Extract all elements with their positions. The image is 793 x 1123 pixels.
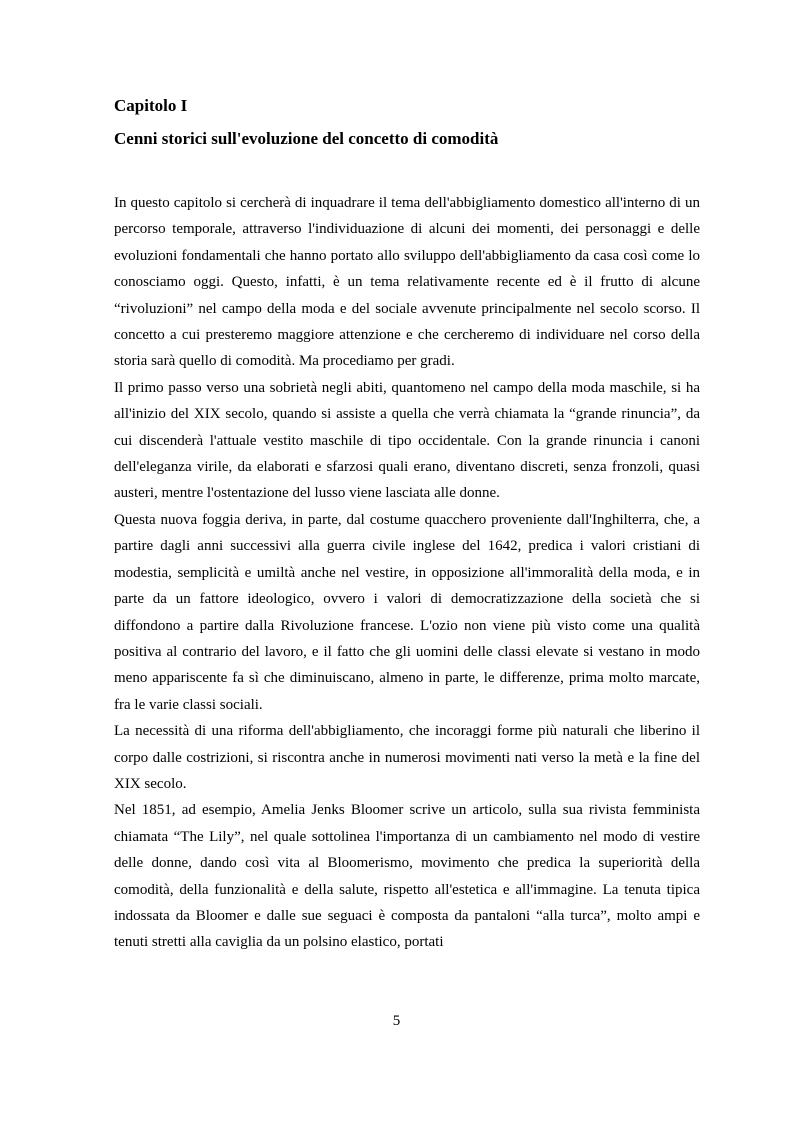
paragraph: Questa nuova foggia deriva, in parte, dal costume quacchero proveniente dall'Inghilterra, che, a partire dagli anni successivi alla guerra civile inglese del 1642, predica i valori cristiani di modestia, semplicità e umiltà anche nel vestire, in opposizione all'immoralità della moda, e in parte da un fattore ideologico, ovvero i valori di democratizzazione della società che si diffondono a partire dalla Rivoluzione francese. L'ozio non viene più visto come una qualità positiva al contrario del lavoro, e il fatto che gli uomini delle classi elevate si vestano in modo meno appariscente fa sì che diminuiscano, almeno in parte, le differenze, prima molto marcate, fra le varie classi sociali.	[114, 511, 700, 713]
body-text	[114, 190, 700, 956]
paragraph: La necessità di una riforma dell'abbigliamento, che incoraggi forme più naturali che liberino il corpo dalle costrizioni, si riscontra anche in numerosi movimenti nati verso la metà e la fine del XIX secolo.	[114, 723, 700, 792]
page-number: 5	[392, 1013, 401, 1029]
paragraph: Nel 1851, ad esempio, Amelia Jenks Bloomer scrive un articolo, sulla sua rivista femminista chiamata “The Lily”, nel quale sottolinea l'importanza di un cambiamento nel modo di vestire delle donne, dando così vita al Bloomerismo, movimento che predica la superiorità della comodità, della funzionalità e della salute, rispetto all'estetica e all'immagine. La tenuta tipica indossata da Bloomer e dalle sue seguaci è composta da pantaloni “alla turca”, molto ampi e tenuti stretti alla caviglia da un polsino elastico, portati	[114, 802, 700, 951]
chapter-title: Cenni storici sull'evoluzione del concetto di comodità	[114, 129, 499, 148]
paragraph: In questo capitolo si cercherà di inquadrare il tema dell'abbigliamento domestico all'interno di un percorso temporale, attraverso l'individuazione di alcuni dei momenti, dei personaggi e delle evoluzioni fondamentali che hanno portato allo sviluppo dell'abbigliamento da casa così come lo conosciamo oggi. Questo, infatti, è un tema relativamente recente ed è il frutto di alcune “rivoluzioni” nel campo della moda e del sociale avvenute principalmente nel secolo scorso. Il concetto a cui presteremo maggiore attenzione e che cercheremo di individuare nel corso della storia sarà quello di comodità. Ma procediamo per gradi.	[114, 195, 700, 370]
chapter-label: Capitolo I	[114, 96, 188, 115]
paragraph: Il primo passo verso una sobrietà negli abiti, quantomeno nel campo della moda maschile, si ha all'inizio del XIX secolo, quando si assiste a quella che verrà chiamata la “grande rinuncia”, da cui discenderà l'attuale vestito maschile di tipo occidentale. Con la grande rinuncia i canoni dell'eleganza virile, da elaborati e sfarzosi quali erano, diventano discreti, senza fronzoli, quasi austeri, mentre l'ostentazione del lusso viene lasciata alle donne.	[114, 379, 700, 502]
